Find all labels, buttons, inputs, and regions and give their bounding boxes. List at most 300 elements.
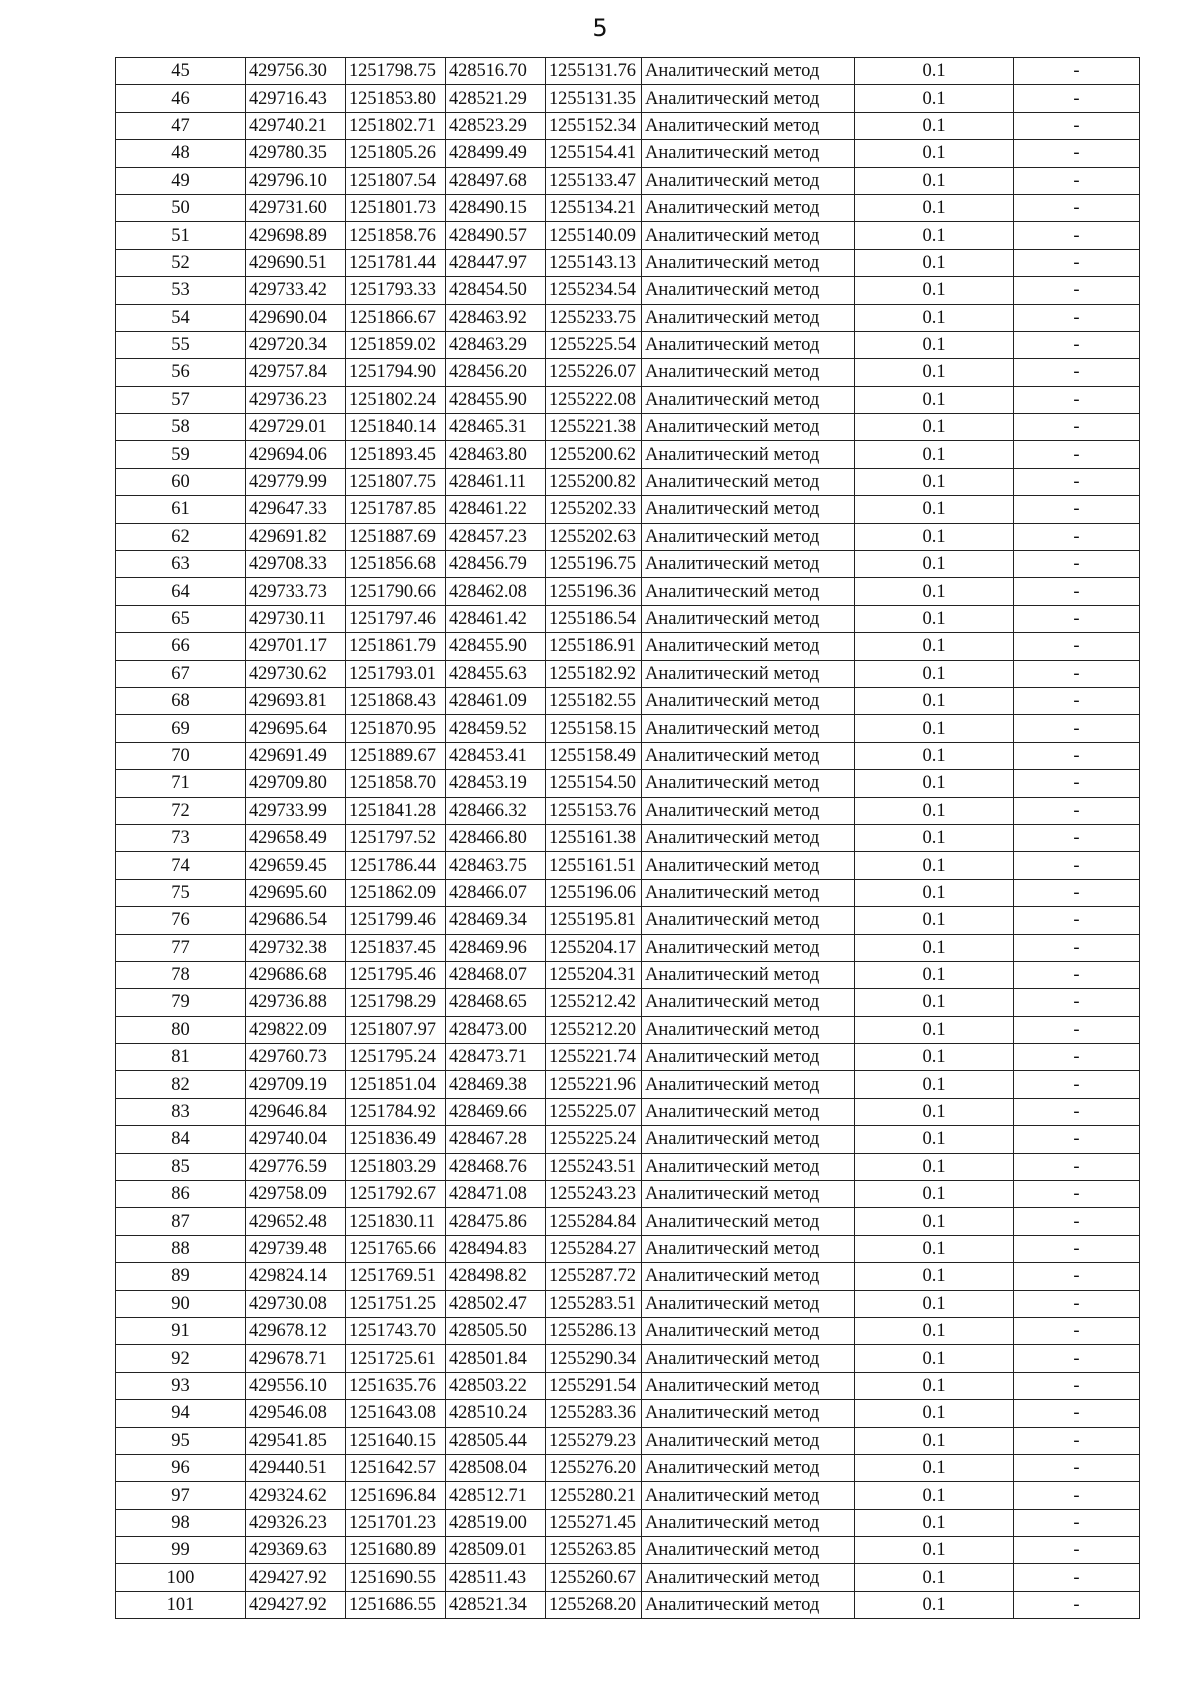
point-number-cell: 53 — [116, 277, 246, 304]
y1-cell: 1251870.95 — [346, 715, 446, 742]
table-row — [116, 715, 1140, 742]
table-row — [116, 824, 1140, 851]
method-cell: Аналитический метод — [642, 1235, 855, 1262]
x2-cell: 428468.07 — [446, 961, 546, 988]
method-cell: Аналитический метод — [642, 1153, 855, 1180]
y2-cell: 1255182.55 — [546, 687, 642, 714]
table-row — [116, 1016, 1140, 1043]
x1-cell: 429658.49 — [246, 824, 346, 851]
accuracy-cell: 0.1 — [855, 797, 1014, 824]
y1-cell: 1251769.51 — [346, 1263, 446, 1290]
y1-cell: 1251802.24 — [346, 386, 446, 413]
accuracy-cell: 0.1 — [855, 660, 1014, 687]
method-cell: Аналитический метод — [642, 605, 855, 632]
accuracy-cell: 0.1 — [855, 1317, 1014, 1344]
method-cell: Аналитический метод — [642, 961, 855, 988]
table-row — [116, 277, 1140, 304]
point-number-cell: 89 — [116, 1263, 246, 1290]
table-row — [116, 1208, 1140, 1235]
table-row — [116, 1509, 1140, 1536]
point-number-cell: 60 — [116, 468, 246, 495]
point-number-cell: 58 — [116, 414, 246, 441]
y1-cell: 1251836.49 — [346, 1126, 446, 1153]
method-cell: Аналитический метод — [642, 58, 855, 85]
note-cell: - — [1014, 1454, 1140, 1481]
note-cell: - — [1014, 687, 1140, 714]
point-number-cell: 52 — [116, 249, 246, 276]
x1-cell: 429695.60 — [246, 879, 346, 906]
method-cell: Аналитический метод — [642, 140, 855, 167]
table-row — [116, 1482, 1140, 1509]
point-number-cell: 76 — [116, 907, 246, 934]
x2-cell: 428461.11 — [446, 468, 546, 495]
table-row — [116, 1537, 1140, 1564]
method-cell: Аналитический метод — [642, 1290, 855, 1317]
method-cell: Аналитический метод — [642, 441, 855, 468]
table-row — [116, 249, 1140, 276]
note-cell: - — [1014, 824, 1140, 851]
method-cell: Аналитический метод — [642, 687, 855, 714]
accuracy-cell: 0.1 — [855, 1208, 1014, 1235]
method-cell: Аналитический метод — [642, 1263, 855, 1290]
accuracy-cell: 0.1 — [855, 277, 1014, 304]
note-cell: - — [1014, 1208, 1140, 1235]
y2-cell: 1255221.96 — [546, 1071, 642, 1098]
point-number-cell: 97 — [116, 1482, 246, 1509]
x1-cell: 429740.21 — [246, 112, 346, 139]
method-cell: Аналитический метод — [642, 1537, 855, 1564]
note-cell: - — [1014, 852, 1140, 879]
x2-cell: 428463.75 — [446, 852, 546, 879]
note-cell: - — [1014, 1181, 1140, 1208]
x1-cell: 429736.88 — [246, 989, 346, 1016]
x2-cell: 428499.49 — [446, 140, 546, 167]
table-row — [116, 222, 1140, 249]
x1-cell: 429427.92 — [246, 1591, 346, 1618]
accuracy-cell: 0.1 — [855, 715, 1014, 742]
y2-cell: 1255161.38 — [546, 824, 642, 851]
x2-cell: 428501.84 — [446, 1345, 546, 1372]
x1-cell: 429690.04 — [246, 304, 346, 331]
x1-cell: 429756.30 — [246, 58, 346, 85]
accuracy-cell: 0.1 — [855, 989, 1014, 1016]
coordinates-table — [115, 57, 1140, 1619]
note-cell: - — [1014, 715, 1140, 742]
y2-cell: 1255284.27 — [546, 1235, 642, 1262]
point-number-cell: 94 — [116, 1400, 246, 1427]
x2-cell: 428469.38 — [446, 1071, 546, 1098]
y1-cell: 1251642.57 — [346, 1454, 446, 1481]
x2-cell: 428457.23 — [446, 523, 546, 550]
y1-cell: 1251751.25 — [346, 1290, 446, 1317]
accuracy-cell: 0.1 — [855, 961, 1014, 988]
table-row — [116, 112, 1140, 139]
x2-cell: 428454.50 — [446, 277, 546, 304]
note-cell: - — [1014, 879, 1140, 906]
method-cell: Аналитический метод — [642, 304, 855, 331]
table-row — [116, 1345, 1140, 1372]
method-cell: Аналитический метод — [642, 797, 855, 824]
x1-cell: 429757.84 — [246, 359, 346, 386]
x1-cell: 429709.80 — [246, 770, 346, 797]
method-cell: Аналитический метод — [642, 167, 855, 194]
note-cell: - — [1014, 1482, 1140, 1509]
point-number-cell: 98 — [116, 1509, 246, 1536]
x2-cell: 428502.47 — [446, 1290, 546, 1317]
x2-cell: 428469.96 — [446, 934, 546, 961]
method-cell: Аналитический метод — [642, 742, 855, 769]
note-cell: - — [1014, 1263, 1140, 1290]
y1-cell: 1251866.67 — [346, 304, 446, 331]
y2-cell: 1255134.21 — [546, 194, 642, 221]
y1-cell: 1251868.43 — [346, 687, 446, 714]
x2-cell: 428523.29 — [446, 112, 546, 139]
y1-cell: 1251795.46 — [346, 961, 446, 988]
y1-cell: 1251765.66 — [346, 1235, 446, 1262]
y1-cell: 1251643.08 — [346, 1400, 446, 1427]
note-cell: - — [1014, 551, 1140, 578]
point-number-cell: 82 — [116, 1071, 246, 1098]
method-cell: Аналитический метод — [642, 578, 855, 605]
y1-cell: 1251790.66 — [346, 578, 446, 605]
accuracy-cell: 0.1 — [855, 441, 1014, 468]
y2-cell: 1255226.07 — [546, 359, 642, 386]
y2-cell: 1255196.36 — [546, 578, 642, 605]
method-cell: Аналитический метод — [642, 1509, 855, 1536]
note-cell: - — [1014, 249, 1140, 276]
method-cell: Аналитический метод — [642, 660, 855, 687]
x2-cell: 428459.52 — [446, 715, 546, 742]
x2-cell: 428463.92 — [446, 304, 546, 331]
y2-cell: 1255287.72 — [546, 1263, 642, 1290]
point-number-cell: 90 — [116, 1290, 246, 1317]
y1-cell: 1251784.92 — [346, 1098, 446, 1125]
x2-cell: 428473.71 — [446, 1044, 546, 1071]
y2-cell: 1255182.92 — [546, 660, 642, 687]
y1-cell: 1251680.89 — [346, 1537, 446, 1564]
x1-cell: 429647.33 — [246, 496, 346, 523]
method-cell: Аналитический метод — [642, 551, 855, 578]
x2-cell: 428466.32 — [446, 797, 546, 824]
note-cell: - — [1014, 386, 1140, 413]
y1-cell: 1251807.75 — [346, 468, 446, 495]
x2-cell: 428456.20 — [446, 359, 546, 386]
accuracy-cell: 0.1 — [855, 112, 1014, 139]
y1-cell: 1251837.45 — [346, 934, 446, 961]
y1-cell: 1251795.24 — [346, 1044, 446, 1071]
table-row — [116, 797, 1140, 824]
y1-cell: 1251743.70 — [346, 1317, 446, 1344]
y2-cell: 1255196.75 — [546, 551, 642, 578]
y1-cell: 1251801.73 — [346, 194, 446, 221]
x1-cell: 429796.10 — [246, 167, 346, 194]
note-cell: - — [1014, 1400, 1140, 1427]
x1-cell: 429736.23 — [246, 386, 346, 413]
method-cell: Аналитический метод — [642, 1044, 855, 1071]
method-cell: Аналитический метод — [642, 1591, 855, 1618]
point-number-cell: 88 — [116, 1235, 246, 1262]
y2-cell: 1255158.15 — [546, 715, 642, 742]
y1-cell: 1251840.14 — [346, 414, 446, 441]
accuracy-cell: 0.1 — [855, 633, 1014, 660]
note-cell: - — [1014, 1016, 1140, 1043]
accuracy-cell: 0.1 — [855, 414, 1014, 441]
point-number-cell: 91 — [116, 1317, 246, 1344]
x1-cell: 429691.49 — [246, 742, 346, 769]
y2-cell: 1255225.54 — [546, 331, 642, 358]
x1-cell: 429686.68 — [246, 961, 346, 988]
accuracy-cell: 0.1 — [855, 331, 1014, 358]
y2-cell: 1255154.41 — [546, 140, 642, 167]
accuracy-cell: 0.1 — [855, 1071, 1014, 1098]
method-cell: Аналитический метод — [642, 496, 855, 523]
y2-cell: 1255260.67 — [546, 1564, 642, 1591]
note-cell: - — [1014, 934, 1140, 961]
accuracy-cell: 0.1 — [855, 1454, 1014, 1481]
point-number-cell: 81 — [116, 1044, 246, 1071]
x1-cell: 429739.48 — [246, 1235, 346, 1262]
y1-cell: 1251853.80 — [346, 85, 446, 112]
x1-cell: 429730.08 — [246, 1290, 346, 1317]
y2-cell: 1255279.23 — [546, 1427, 642, 1454]
point-number-cell: 63 — [116, 551, 246, 578]
method-cell: Аналитический метод — [642, 1372, 855, 1399]
y1-cell: 1251690.55 — [346, 1564, 446, 1591]
x1-cell: 429729.01 — [246, 414, 346, 441]
table-row — [116, 961, 1140, 988]
point-number-cell: 96 — [116, 1454, 246, 1481]
method-cell: Аналитический метод — [642, 1482, 855, 1509]
note-cell: - — [1014, 1509, 1140, 1536]
note-cell: - — [1014, 1290, 1140, 1317]
table-row — [116, 852, 1140, 879]
note-cell: - — [1014, 961, 1140, 988]
method-cell: Аналитический метод — [642, 907, 855, 934]
table-row — [116, 989, 1140, 1016]
y2-cell: 1255186.54 — [546, 605, 642, 632]
y1-cell: 1251701.23 — [346, 1509, 446, 1536]
accuracy-cell: 0.1 — [855, 1482, 1014, 1509]
table-row — [116, 770, 1140, 797]
x2-cell: 428463.80 — [446, 441, 546, 468]
y1-cell: 1251793.33 — [346, 277, 446, 304]
x2-cell: 428505.44 — [446, 1427, 546, 1454]
method-cell: Аналитический метод — [642, 1071, 855, 1098]
y1-cell: 1251725.61 — [346, 1345, 446, 1372]
accuracy-cell: 0.1 — [855, 934, 1014, 961]
x1-cell: 429693.81 — [246, 687, 346, 714]
accuracy-cell: 0.1 — [855, 551, 1014, 578]
x2-cell: 428475.86 — [446, 1208, 546, 1235]
note-cell: - — [1014, 1126, 1140, 1153]
y2-cell: 1255221.74 — [546, 1044, 642, 1071]
note-cell: - — [1014, 605, 1140, 632]
x1-cell: 429733.73 — [246, 578, 346, 605]
x2-cell: 428453.19 — [446, 770, 546, 797]
y2-cell: 1255283.51 — [546, 1290, 642, 1317]
note-cell: - — [1014, 359, 1140, 386]
y1-cell: 1251805.26 — [346, 140, 446, 167]
point-number-cell: 48 — [116, 140, 246, 167]
page-number: 5 — [592, 14, 608, 42]
table-row — [116, 1181, 1140, 1208]
y2-cell: 1255196.06 — [546, 879, 642, 906]
table-row — [116, 1372, 1140, 1399]
x1-cell: 429760.73 — [246, 1044, 346, 1071]
x2-cell: 428468.76 — [446, 1153, 546, 1180]
note-cell: - — [1014, 1044, 1140, 1071]
point-number-cell: 49 — [116, 167, 246, 194]
x2-cell: 428467.28 — [446, 1126, 546, 1153]
y1-cell: 1251856.68 — [346, 551, 446, 578]
table-row — [116, 359, 1140, 386]
note-cell: - — [1014, 1372, 1140, 1399]
table-row — [116, 468, 1140, 495]
method-cell: Аналитический метод — [642, 1454, 855, 1481]
note-cell: - — [1014, 167, 1140, 194]
x1-cell: 429776.59 — [246, 1153, 346, 1180]
note-cell: - — [1014, 1591, 1140, 1618]
point-number-cell: 78 — [116, 961, 246, 988]
point-number-cell: 59 — [116, 441, 246, 468]
accuracy-cell: 0.1 — [855, 194, 1014, 221]
accuracy-cell: 0.1 — [855, 1126, 1014, 1153]
point-number-cell: 101 — [116, 1591, 246, 1618]
y2-cell: 1255283.36 — [546, 1400, 642, 1427]
point-number-cell: 68 — [116, 687, 246, 714]
accuracy-cell: 0.1 — [855, 742, 1014, 769]
y2-cell: 1255131.35 — [546, 85, 642, 112]
table-row — [116, 742, 1140, 769]
y2-cell: 1255271.45 — [546, 1509, 642, 1536]
note-cell: - — [1014, 58, 1140, 85]
point-number-cell: 46 — [116, 85, 246, 112]
point-number-cell: 54 — [116, 304, 246, 331]
x1-cell: 429733.42 — [246, 277, 346, 304]
x1-cell: 429720.34 — [246, 331, 346, 358]
y2-cell: 1255212.42 — [546, 989, 642, 1016]
accuracy-cell: 0.1 — [855, 578, 1014, 605]
method-cell: Аналитический метод — [642, 359, 855, 386]
x1-cell: 429691.82 — [246, 523, 346, 550]
table-row — [116, 687, 1140, 714]
y2-cell: 1255222.08 — [546, 386, 642, 413]
x2-cell: 428490.57 — [446, 222, 546, 249]
table-row — [116, 1591, 1140, 1618]
x2-cell: 428468.65 — [446, 989, 546, 1016]
x1-cell: 429678.12 — [246, 1317, 346, 1344]
table-row — [116, 85, 1140, 112]
method-cell: Аналитический метод — [642, 1208, 855, 1235]
note-cell: - — [1014, 277, 1140, 304]
note-cell: - — [1014, 1345, 1140, 1372]
x1-cell: 429556.10 — [246, 1372, 346, 1399]
y1-cell: 1251797.52 — [346, 824, 446, 851]
x1-cell: 429369.63 — [246, 1537, 346, 1564]
note-cell: - — [1014, 85, 1140, 112]
y2-cell: 1255225.07 — [546, 1098, 642, 1125]
table-row — [116, 1044, 1140, 1071]
x2-cell: 428461.22 — [446, 496, 546, 523]
accuracy-cell: 0.1 — [855, 1153, 1014, 1180]
x2-cell: 428453.41 — [446, 742, 546, 769]
x2-cell: 428469.34 — [446, 907, 546, 934]
method-cell: Аналитический метод — [642, 249, 855, 276]
x2-cell: 428503.22 — [446, 1372, 546, 1399]
point-number-cell: 92 — [116, 1345, 246, 1372]
y2-cell: 1255161.51 — [546, 852, 642, 879]
y1-cell: 1251781.44 — [346, 249, 446, 276]
accuracy-cell: 0.1 — [855, 1509, 1014, 1536]
y2-cell: 1255133.47 — [546, 167, 642, 194]
point-number-cell: 69 — [116, 715, 246, 742]
table-row — [116, 1427, 1140, 1454]
accuracy-cell: 0.1 — [855, 879, 1014, 906]
x2-cell: 428466.07 — [446, 879, 546, 906]
method-cell: Аналитический метод — [642, 715, 855, 742]
point-number-cell: 57 — [116, 386, 246, 413]
x2-cell: 428463.29 — [446, 331, 546, 358]
table-row — [116, 140, 1140, 167]
note-cell: - — [1014, 907, 1140, 934]
y1-cell: 1251792.67 — [346, 1181, 446, 1208]
y2-cell: 1255212.20 — [546, 1016, 642, 1043]
accuracy-cell: 0.1 — [855, 1564, 1014, 1591]
method-cell: Аналитический метод — [642, 222, 855, 249]
x2-cell: 428511.43 — [446, 1564, 546, 1591]
method-cell: Аналитический метод — [642, 194, 855, 221]
note-cell: - — [1014, 1098, 1140, 1125]
accuracy-cell: 0.1 — [855, 468, 1014, 495]
x1-cell: 429701.17 — [246, 633, 346, 660]
point-number-cell: 55 — [116, 331, 246, 358]
x2-cell: 428509.01 — [446, 1537, 546, 1564]
note-cell: - — [1014, 523, 1140, 550]
x1-cell: 429733.99 — [246, 797, 346, 824]
y2-cell: 1255154.50 — [546, 770, 642, 797]
y2-cell: 1255268.20 — [546, 1591, 642, 1618]
y2-cell: 1255195.81 — [546, 907, 642, 934]
method-cell: Аналитический метод — [642, 414, 855, 441]
y1-cell: 1251807.97 — [346, 1016, 446, 1043]
x2-cell: 428498.82 — [446, 1263, 546, 1290]
y2-cell: 1255290.34 — [546, 1345, 642, 1372]
x2-cell: 428473.00 — [446, 1016, 546, 1043]
accuracy-cell: 0.1 — [855, 1537, 1014, 1564]
point-number-cell: 73 — [116, 824, 246, 851]
x1-cell: 429427.92 — [246, 1564, 346, 1591]
note-cell: - — [1014, 633, 1140, 660]
y1-cell: 1251798.75 — [346, 58, 446, 85]
y2-cell: 1255234.54 — [546, 277, 642, 304]
x1-cell: 429546.08 — [246, 1400, 346, 1427]
x2-cell: 428505.50 — [446, 1317, 546, 1344]
point-number-cell: 74 — [116, 852, 246, 879]
y2-cell: 1255158.49 — [546, 742, 642, 769]
y1-cell: 1251889.67 — [346, 742, 446, 769]
y2-cell: 1255152.34 — [546, 112, 642, 139]
point-number-cell: 99 — [116, 1537, 246, 1564]
y1-cell: 1251787.85 — [346, 496, 446, 523]
accuracy-cell: 0.1 — [855, 1044, 1014, 1071]
y1-cell: 1251858.70 — [346, 770, 446, 797]
y2-cell: 1255131.76 — [546, 58, 642, 85]
x2-cell: 428462.08 — [446, 578, 546, 605]
note-cell: - — [1014, 1537, 1140, 1564]
y1-cell: 1251859.02 — [346, 331, 446, 358]
x2-cell: 428465.31 — [446, 414, 546, 441]
point-number-cell: 51 — [116, 222, 246, 249]
